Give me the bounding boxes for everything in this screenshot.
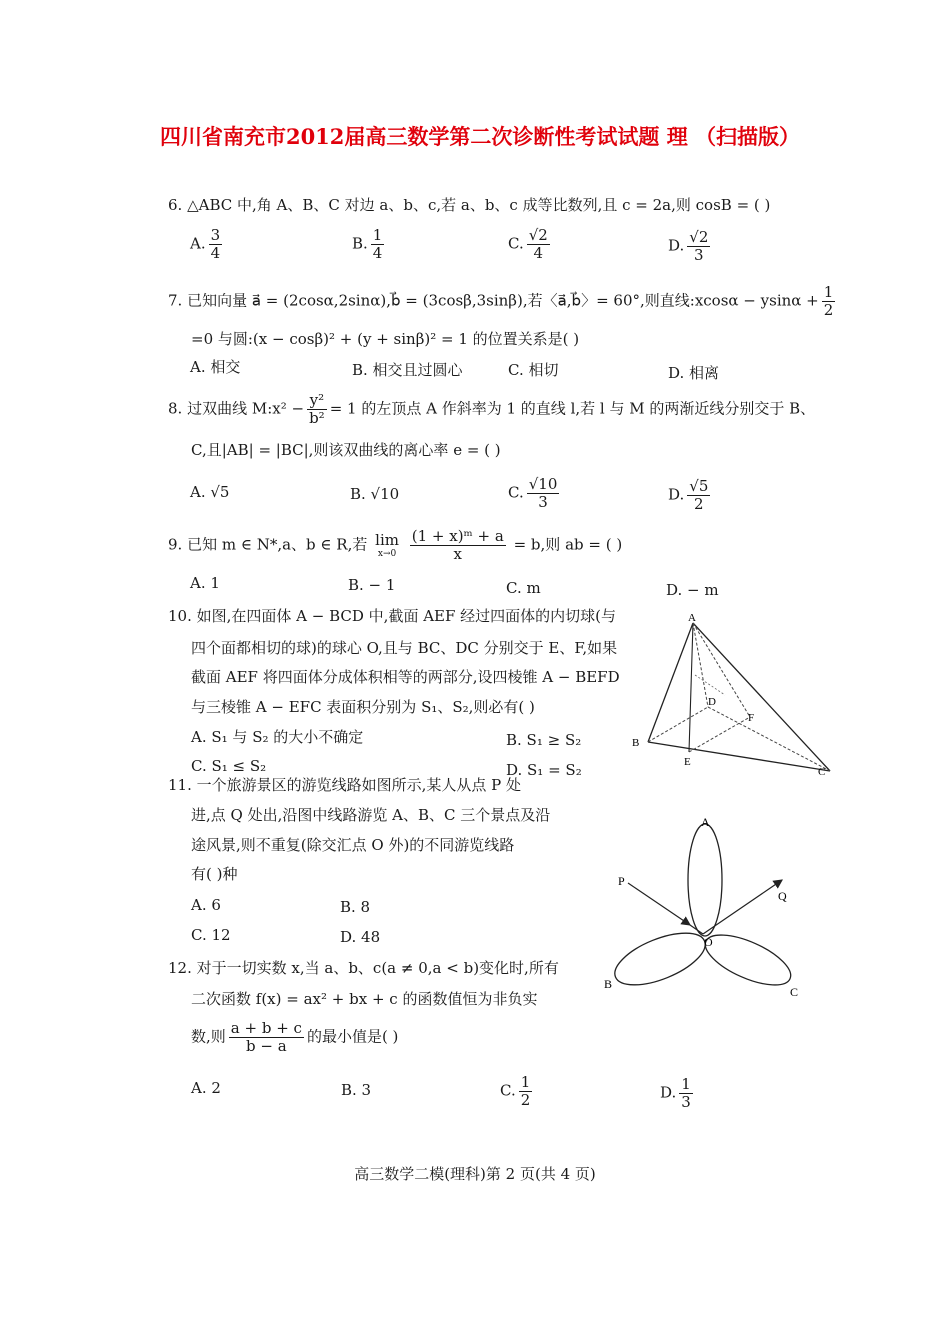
page-footer: 高三数学二模(理科)第 2 页(共 4 页) xyxy=(354,1165,596,1183)
question-7-line-1: 7. 已知向量 a⃗ = (2cosα,2sinα),b⃗ = (3cosβ,3sinβ),若〈a⃗,b⃗〉= 60°,则直线:xcosα − ysinα + $\frac{1}{2}$ xyxy=(168,283,834,319)
fig10-label-d: D xyxy=(708,696,716,708)
fig10-label-f: F xyxy=(748,712,755,724)
question-6-option-d: D. $\frac{√2}{3}$ xyxy=(668,228,709,264)
question-9-option-b: B. − 1 xyxy=(348,576,396,594)
question-11-line-4: 有( )种 xyxy=(191,865,238,883)
question-9-stem: 9. 已知 m ∈ N*,a、b ∈ R,若 lim x→0 $\frac{\text{(1 + x)ᵐ + a}}{x}$ = b,则 ab = ( ) xyxy=(168,527,623,563)
question-10-line-3: 截面 AEF 将四面体分成体积相等的两部分,设四棱锥 A − BEFD xyxy=(191,668,620,686)
fig10-label-a: A xyxy=(688,612,696,624)
question-12-option-a: A. 2 xyxy=(191,1079,221,1097)
question-8-option-d: D. $\frac{√5}{2}$ xyxy=(668,477,709,513)
fig11-label-c: C xyxy=(790,985,799,999)
fig10-label-e: E xyxy=(684,756,691,768)
question-12-line-3: 数,则 $\frac{a + b + c}{b - a}$ 的最小值是( ) xyxy=(191,1019,399,1055)
question-7-line-2: =0 与圆:(x − cosβ)² + (y + sinβ)² = 1 的位置关系是( ) xyxy=(191,330,580,348)
question-10-line-2: 四个面都相切的球)的球心 O,且与 BC、DC 分别交于 E、F,如果 xyxy=(191,639,618,657)
question-12-option-d: D. $\frac{1}{3}$ xyxy=(660,1075,691,1111)
question-12-line-2: 二次函数 f(x) = ax² + bx + c 的函数值恒为非负实 xyxy=(191,990,538,1008)
question-6-stem: 6. △ABC 中,角 A、B、C 对边 a、b、c,若 a、b、c 成等比数列,且 c = 2a,则 cosB = ( ) xyxy=(168,196,771,214)
question-6-option-c: C. $\frac{√2}{4}$ xyxy=(508,226,548,262)
question-7-option-d: D. 相离 xyxy=(668,364,720,382)
question-8-option-c: C. $\frac{√10}{3}$ xyxy=(508,475,558,511)
question-9-option-a: A. 1 xyxy=(190,574,220,592)
fig11-label-o: O xyxy=(704,935,713,949)
question-10-option-a: A. S₁ 与 S₂ 的大小不确定 xyxy=(191,728,364,746)
question-10-line-4: 与三棱锥 A − EFC 表面积分别为 S₁、S₂,则必有( ) xyxy=(191,698,535,716)
question-11-option-a: A. 6 xyxy=(191,896,221,914)
question-11-option-b: B. 8 xyxy=(340,898,371,916)
question-9-option-d: D. − m xyxy=(666,581,719,599)
question-10-line-1: 10. 如图,在四面体 A − BCD 中,截面 AEF 经过四面体的内切球(与 xyxy=(168,607,617,625)
fig11-label-a: A xyxy=(701,815,710,829)
fig11-label-b: B xyxy=(604,977,613,991)
question-11-line-1: 11. 一个旅游景区的游览线路如图所示,某人从点 P 处 xyxy=(168,776,522,794)
question-6-option-a: A. $\frac{3}{4}$ xyxy=(190,226,221,262)
fig10-label-b: B xyxy=(632,737,640,749)
fig10-label-c: C xyxy=(818,766,826,778)
question-11-option-c: C. 12 xyxy=(191,926,231,944)
page-title: 四川省南充市2012届高三数学第二次诊断性考试试题 理 （扫描版） xyxy=(159,124,801,149)
question-8-line-1: 8. 过双曲线 M:x² − $\frac{\text{y²}}{\text{b²}}$ = 1 的左顶点 A 作斜率为 1 的直线 l,若 l 与 M 的两渐近线分别交于 B、 xyxy=(168,391,816,427)
question-7-option-a: A. 相交 xyxy=(190,358,241,376)
fig11-label-q: Q xyxy=(778,889,787,903)
question-12-option-b: B. 3 xyxy=(341,1081,372,1099)
question-11-option-d: D. 48 xyxy=(340,928,381,946)
question-8-option-b: B. √10 xyxy=(350,485,400,503)
question-9-option-c: C. m xyxy=(506,579,541,597)
question-10-option-b: B. S₁ ≥ S₂ xyxy=(506,731,582,749)
question-10-option-d: D. S₁ = S₂ xyxy=(506,761,582,779)
limit-operator: lim x→0 xyxy=(375,531,399,559)
question-12-line-1: 12. 对于一切实数 x,当 a、b、c(a ≠ 0,a < b)变化时,所有 xyxy=(168,959,559,977)
fig11-label-p: P xyxy=(618,874,625,888)
question-8-line-2: C,且|AB| = |BC|,则该双曲线的离心率 e = ( ) xyxy=(191,441,501,459)
question-7-option-b: B. 相交且过圆心 xyxy=(352,361,463,379)
route-loops-figure xyxy=(600,810,830,1000)
question-8-option-a: A. √5 xyxy=(190,483,230,501)
question-7-option-c: C. 相切 xyxy=(508,361,559,379)
tetrahedron-figure xyxy=(620,605,840,785)
question-11-line-3: 途风景,则不重复(除交汇点 O 外)的不同游览线路 xyxy=(191,836,515,854)
question-10-option-c: C. S₁ ≤ S₂ xyxy=(191,757,267,775)
question-11-line-2: 进,点 Q 处出,沿图中线路游览 A、B、C 三个景点及沿 xyxy=(191,806,551,824)
question-6-option-b: B. $\frac{1}{4}$ xyxy=(352,226,383,262)
question-12-option-c: C. $\frac{1}{2}$ xyxy=(500,1073,531,1109)
